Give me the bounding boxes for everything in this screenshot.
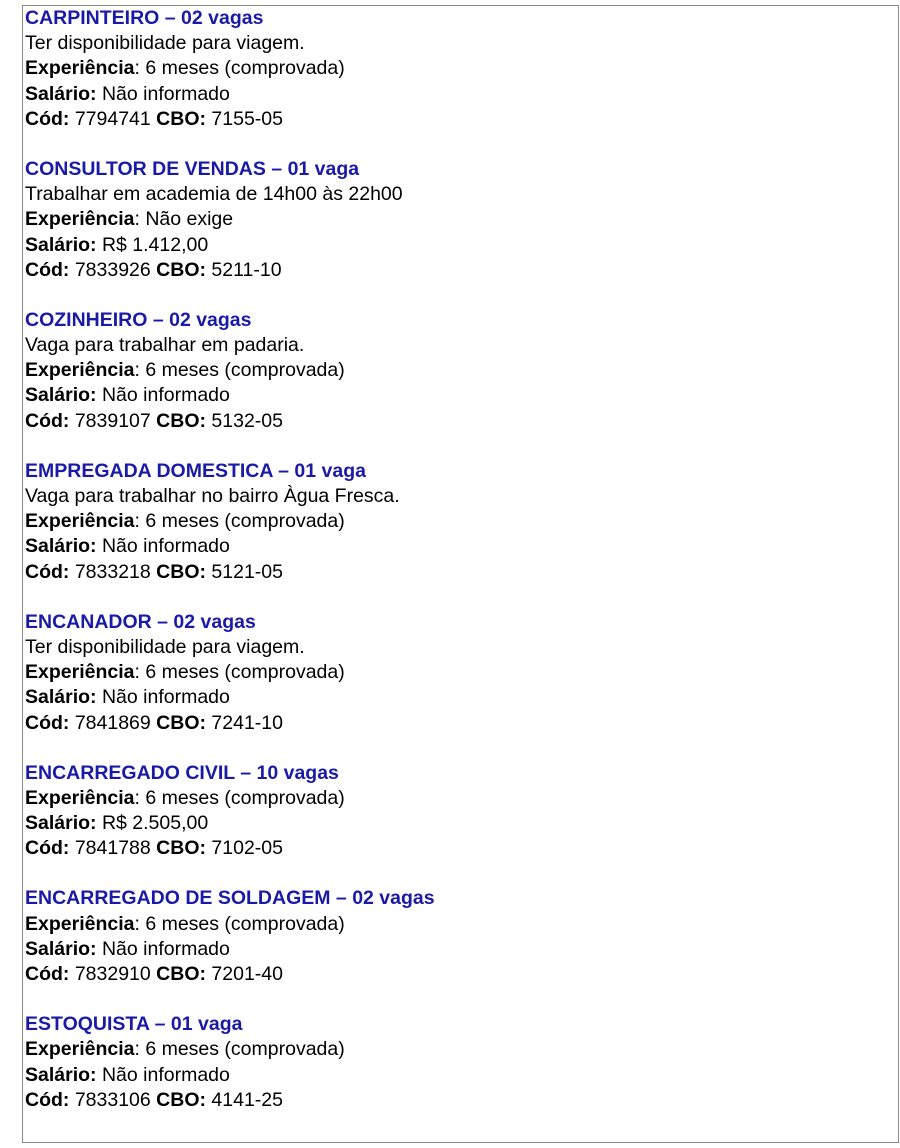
job-entry-encarregado-civil [25,761,885,862]
salary-value: Não informado [96,686,230,709]
salary-label: Salário: [25,233,97,256]
job-entry-empregada-domestica [25,459,885,585]
job-entry-encarregado-de-soldagem [25,886,885,987]
cod-label: Cód: [25,258,70,281]
salary-value: R$ 2.505,00 [96,812,209,835]
job-experience [25,207,885,232]
experience-label: Experiência [25,359,135,382]
experience-value: : 6 meses (comprovada) [134,661,345,684]
job-entry-consultor-de-vendas [25,157,885,283]
job-experience [25,912,885,937]
cod-label: Cód: [25,837,70,860]
job-title: ENCANADOR – 02 vagas [25,610,256,633]
salary-value: Não informado [96,535,230,558]
job-entry-encanador [25,610,885,736]
salary-value: R$ 1.412,00 [96,233,209,256]
job-title: ENCARREGADO CIVIL – 10 vagas [25,761,339,784]
job-description: Vaga para trabalhar em padaria. [25,334,305,357]
experience-label: Experiência [25,57,135,80]
cod-value: 7841788 [69,837,157,860]
cod-label: Cód: [25,711,70,734]
cbo-value: 7201-40 [206,963,283,985]
job-codes [25,962,885,987]
experience-label: Experiência [25,912,135,935]
cbo-label: CBO: [156,963,206,985]
salary-label: Salário: [25,1063,97,1086]
cbo-label: CBO: [156,409,206,432]
job-salary [25,811,885,836]
job-entry-carpinteiro [25,6,885,132]
experience-value: : 6 meses (comprovada) [134,1038,345,1061]
job-experience [25,1037,885,1062]
cbo-value: 4141-25 [206,1088,283,1111]
job-experience [25,509,885,534]
job-experience [25,56,885,81]
job-listing [25,6,885,1138]
experience-label: Experiência [25,1038,135,1061]
job-experience [25,786,885,811]
job-codes [25,836,885,861]
cod-label: Cód: [25,560,70,583]
job-title: CONSULTOR DE VENDAS – 01 vaga [25,157,360,180]
experience-label: Experiência [25,510,135,533]
job-codes [25,711,885,736]
cod-value: 7794741 [69,107,157,130]
salary-label: Salário: [25,686,97,709]
salary-label: Salário: [25,937,97,960]
experience-value: : 6 meses (comprovada) [134,510,345,533]
job-codes [25,258,885,283]
salary-label: Salário: [25,82,97,105]
job-salary [25,383,885,408]
cod-value: 7833218 [69,560,157,583]
experience-value: : 6 meses (comprovada) [134,57,345,80]
cod-value: 7833926 [69,258,157,281]
job-codes [25,409,885,434]
cod-label: Cód: [25,107,70,130]
job-salary [25,82,885,107]
cod-value: 7833106 [69,1088,157,1111]
experience-value: : 6 meses (comprovada) [134,359,345,382]
job-salary [25,534,885,559]
job-description: Trabalhar em academia de 14h00 às 22h00 [25,183,403,206]
cbo-label: CBO: [156,837,206,860]
job-experience [25,358,885,383]
salary-label: Salário: [25,535,97,558]
salary-label: Salário: [25,812,97,835]
cbo-label: CBO: [156,1088,206,1111]
cbo-value: 7102-05 [206,837,283,860]
job-title: ESTOQUISTA – 01 vaga [25,1013,243,1036]
experience-value: : 6 meses (comprovada) [134,786,345,809]
salary-value: Não informado [96,82,230,105]
job-codes [25,560,885,585]
job-description: Vaga para trabalhar no bairro Àgua Fresca. [25,485,400,507]
job-description: Ter disponibilidade para viagem. [25,635,305,658]
job-salary [25,1063,885,1088]
cbo-label: CBO: [156,258,206,281]
cbo-value: 5211-10 [206,258,282,281]
cbo-value: 5121-05 [206,560,283,583]
experience-label: Experiência [25,208,135,231]
job-description: Ter disponibilidade para viagem. [25,32,305,55]
cbo-label: CBO: [156,107,206,130]
job-title: ENCARREGADO DE SOLDAGEM – 02 vagas [25,887,435,910]
experience-value: : 6 meses (comprovada) [134,912,345,935]
experience-label: Experiência [25,661,135,684]
job-codes [25,1088,885,1113]
experience-label: Experiência [25,786,135,809]
job-title: COZINHEIRO – 02 vagas [25,308,252,331]
cod-label: Cód: [25,963,70,985]
job-title: EMPREGADA DOMESTICA – 01 vaga [25,459,366,482]
cbo-value: 7241-10 [206,711,283,734]
job-entry-cozinheiro [25,308,885,434]
cod-label: Cód: [25,409,70,432]
cbo-label: CBO: [156,711,206,734]
job-title: CARPINTEIRO – 02 vagas [25,7,264,29]
job-entry-estoquista [25,1012,885,1113]
cbo-value: 7155-05 [206,107,283,130]
job-experience [25,660,885,685]
salary-value: Não informado [96,937,230,960]
job-salary [25,233,885,258]
cod-value: 7832910 [69,963,157,985]
cod-value: 7839107 [69,409,157,432]
cbo-value: 5132-05 [206,409,283,432]
job-codes [25,107,885,132]
experience-value: : Não exige [134,208,234,231]
salary-label: Salário: [25,384,97,407]
cod-value: 7841869 [69,711,157,734]
job-salary [25,937,885,962]
cbo-label: CBO: [156,560,206,583]
salary-value: Não informado [96,1063,230,1086]
cod-label: Cód: [25,1088,70,1111]
job-salary [25,685,885,710]
salary-value: Não informado [96,384,230,407]
